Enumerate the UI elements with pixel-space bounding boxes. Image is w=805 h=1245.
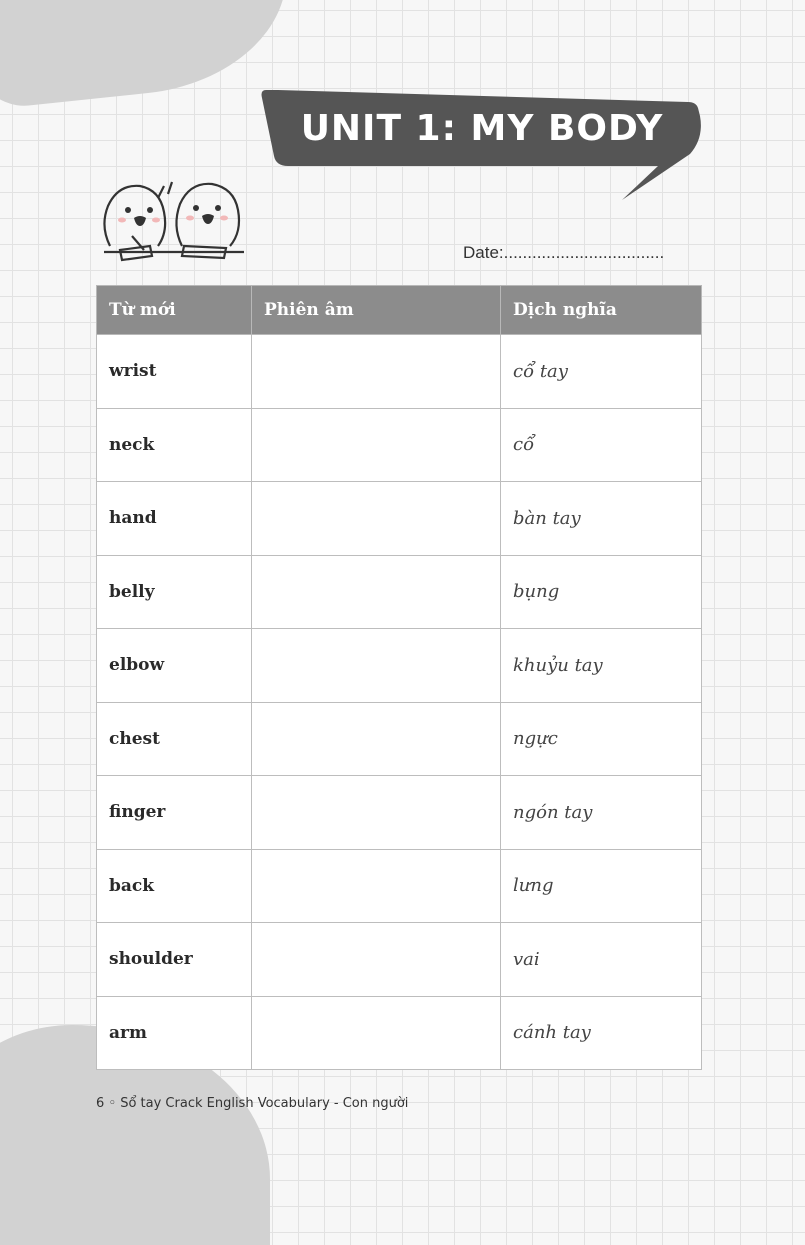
column-header-phonetic: Phiên âm — [252, 286, 501, 335]
table-row — [97, 702, 702, 776]
phonetic-cell[interactable] — [252, 482, 501, 556]
table-row — [97, 849, 702, 923]
phonetic-cell[interactable] — [252, 996, 501, 1070]
page-footer: 6 ◦ Sổ tay Crack English Vocabulary - Con người — [96, 1096, 409, 1111]
table-header-row — [97, 286, 702, 335]
table-row — [97, 996, 702, 1070]
word-cell: wrist — [97, 335, 252, 409]
meaning-cell: cổ tay — [501, 335, 702, 409]
meaning-cell: ngón tay — [501, 776, 702, 850]
table-row — [97, 923, 702, 997]
meaning-cell: bụng — [501, 555, 702, 629]
phonetic-cell[interactable] — [252, 849, 501, 923]
table-row — [97, 555, 702, 629]
date-field: Date:.................................. — [463, 243, 665, 262]
table-row — [97, 776, 702, 850]
phonetic-cell[interactable] — [252, 335, 501, 409]
word-cell: hand — [97, 482, 252, 556]
meaning-cell: ngực — [501, 702, 702, 776]
phonetic-cell[interactable] — [252, 702, 501, 776]
meaning-cell: cánh tay — [501, 996, 702, 1070]
phonetic-cell[interactable] — [252, 555, 501, 629]
meaning-cell: vai — [501, 923, 702, 997]
meaning-cell: lưng — [501, 849, 702, 923]
table-row — [97, 408, 702, 482]
word-cell: finger — [97, 776, 252, 850]
phonetic-cell[interactable] — [252, 408, 501, 482]
phonetic-cell[interactable] — [252, 776, 501, 850]
word-cell: arm — [97, 996, 252, 1070]
word-cell: shoulder — [97, 923, 252, 997]
table-row — [97, 482, 702, 556]
table-row — [97, 629, 702, 703]
meaning-cell: cổ — [501, 408, 702, 482]
word-cell: neck — [97, 408, 252, 482]
word-cell: back — [97, 849, 252, 923]
phonetic-cell[interactable] — [252, 923, 501, 997]
table-row — [97, 335, 702, 409]
decorative-blob-top — [0, 0, 297, 112]
word-cell: elbow — [97, 629, 252, 703]
vocabulary-table — [96, 285, 702, 1070]
word-cell: belly — [97, 555, 252, 629]
column-header-new-word: Từ mới — [97, 286, 252, 335]
meaning-cell: khuỷu tay — [501, 629, 702, 703]
page-title: UNIT 1: MY BODY — [300, 108, 664, 149]
column-header-meaning: Dịch nghĩa — [501, 286, 702, 335]
word-cell: chest — [97, 702, 252, 776]
ducks-mascot-icon — [98, 176, 248, 268]
phonetic-cell[interactable] — [252, 629, 501, 703]
meaning-cell: bàn tay — [501, 482, 702, 556]
